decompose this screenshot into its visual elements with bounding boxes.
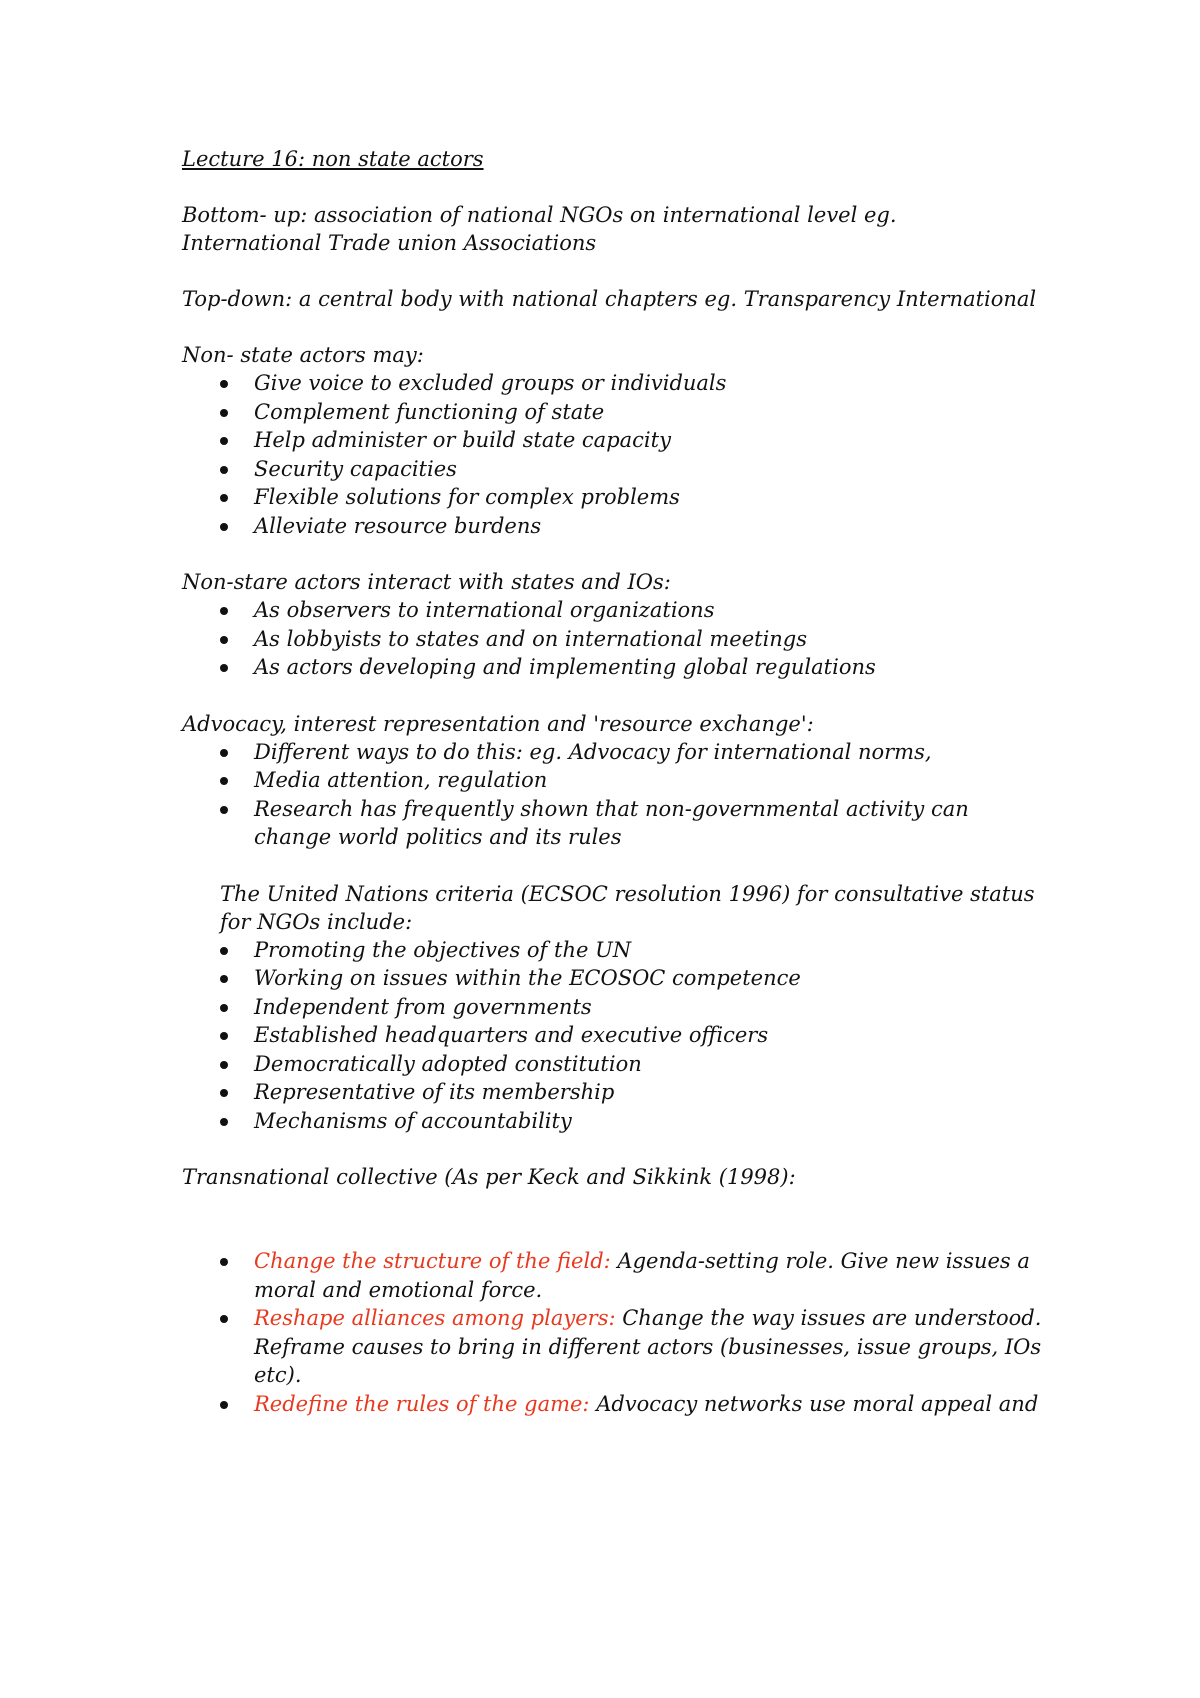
list-item: As observers to international organizations [182, 596, 1042, 625]
item-text: Advocacy networks use moral appeal and [589, 1391, 1039, 1416]
list-item: Flexible solutions for complex problems [182, 483, 1042, 512]
list-item: As actors developing and implementing global regulations [182, 653, 1042, 682]
heading-advocacy: Advocacy, interest representation and 'resource exchange': [182, 711, 814, 736]
heading-interact: Non-stare actors interact with states and IOs: [182, 570, 671, 594]
list-item [182, 1390, 1042, 1419]
heading-non-state-actors-may: Non- state actors may: [182, 343, 424, 367]
list-transnational [182, 1247, 1042, 1418]
list-item: As lobbyists to states and on international meetings [182, 625, 1042, 654]
list-item: Security capacities [182, 455, 1042, 484]
paragraph-bottom-up: Bottom- up: association of national NGOs on international level eg. International Trade union Associations [182, 203, 897, 255]
paragraph-top-down: Top-down: a central body with national chapters eg. Transparency International [182, 287, 1037, 311]
list-item: Help administer or build state capacity [182, 426, 1042, 455]
list-advocacy [182, 738, 1042, 852]
item-text: Agenda-setting role. Give new issues a moral and emotional force. [254, 1249, 1030, 1302]
list-un-criteria [182, 936, 1042, 1136]
list-item: Promoting the objectives of the UN [182, 936, 1042, 965]
list-item [182, 1304, 1042, 1390]
highlight-text: Redefine the rules of the game: [254, 1391, 590, 1416]
list-non-state-actors-may [182, 369, 1042, 540]
list-item: Established headquarters and executive officers [182, 1021, 1042, 1050]
page-title: Lecture 16: non state actors [182, 147, 484, 171]
list-item: Alleviate resource burdens [182, 512, 1042, 541]
list-item: Complement functioning of state [182, 398, 1042, 427]
list-item: Give voice to excluded groups or individuals [182, 369, 1042, 398]
heading-transnational: Transnational collective (As per Keck and Sikkink (1998): [182, 1165, 796, 1189]
list-item: Representative of its membership [182, 1078, 1042, 1107]
list-item: Independent from governments [182, 993, 1042, 1022]
highlight-text: Reshape alliances among players: [254, 1306, 616, 1330]
list-item: Democratically adopted constitution [182, 1050, 1042, 1079]
list-item [182, 1247, 1042, 1304]
list-item: Media attention, regulation [182, 766, 1042, 795]
paragraph-un-criteria: The United Nations criteria (ECSOC resolution 1996) for consultative status for NGOs include: [220, 881, 1035, 934]
list-item: Mechanisms of accountability [182, 1107, 1042, 1136]
item-text: Change the way issues are understood. Reframe causes to bring in different actors (businesses, issue groups, IOs etc). [254, 1306, 1042, 1387]
list-interact [182, 596, 1042, 682]
list-item: Different ways to do this: eg. Advocacy for international norms, [182, 738, 1042, 767]
document-body [182, 145, 1042, 1418]
highlight-text: Change the structure of the field: [254, 1249, 611, 1273]
list-item: Research has frequently shown that non-governmental activity can change world politics and its rules [182, 795, 1042, 852]
list-item: Working on issues within the ECOSOC competence [182, 964, 1042, 993]
